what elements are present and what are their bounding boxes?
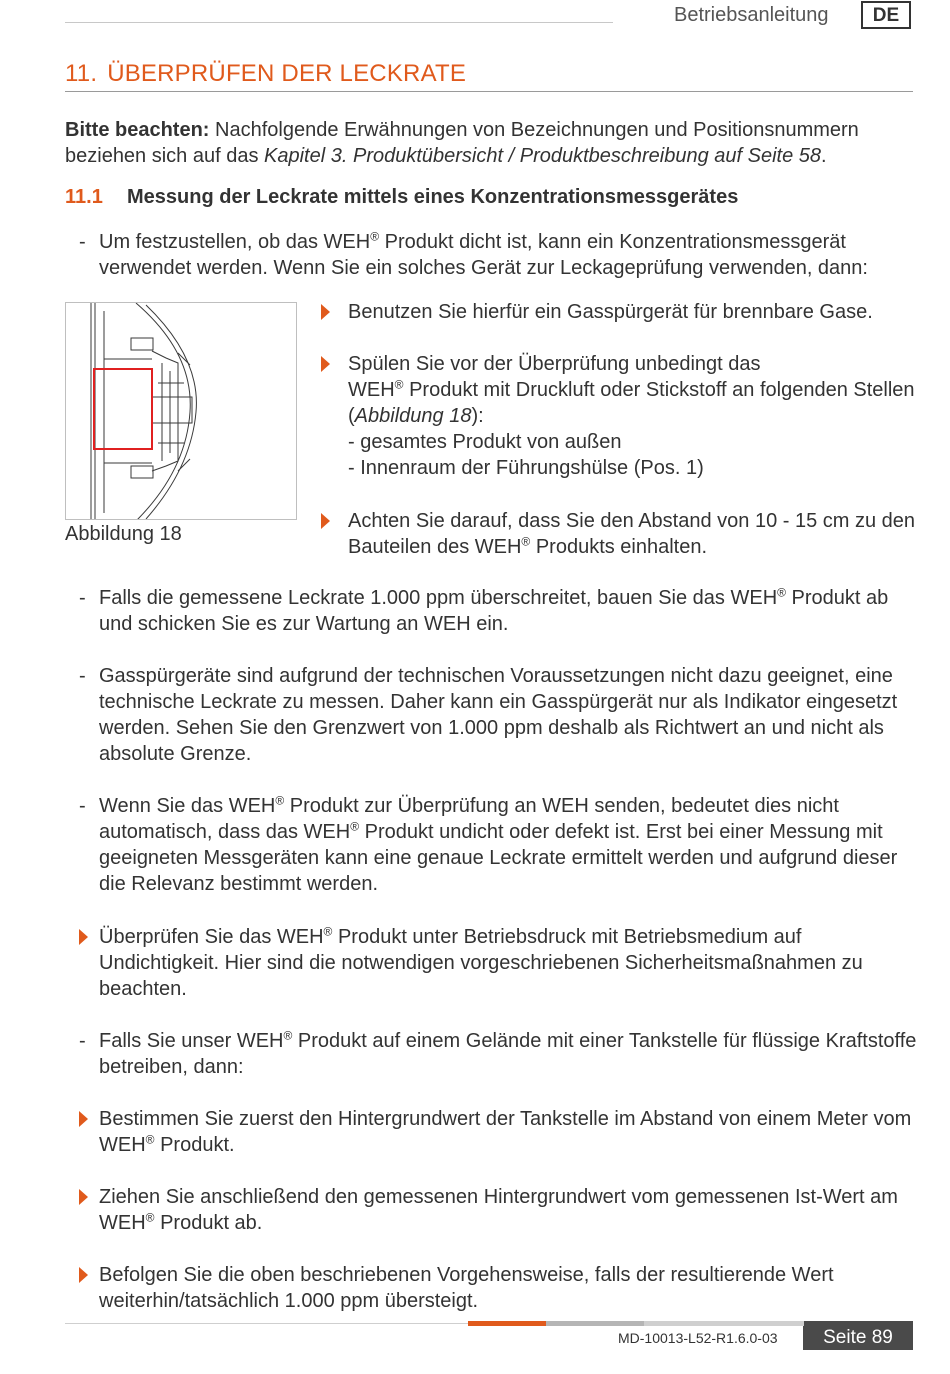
list-item <box>79 585 919 637</box>
figure-18-image <box>65 302 297 520</box>
note-end: . <box>821 145 827 167</box>
language-badge: DE <box>861 1 911 29</box>
intro-item <box>79 229 919 281</box>
highlight-area <box>94 369 152 449</box>
step-text: ): <box>471 405 484 427</box>
note-text: Nachfolgende Erwähnungen von Bezeichnungen und Positionsnummern beziehen sich auf das <box>65 119 859 167</box>
list-text: Produkt undicht oder defekt ist. Erst bei einer Messung mit geeigneten Messgeräten kann eine genaue Leckrate ermittelt werden und aufgrund dieser die Relevanz bestimmt werden. <box>99 821 898 895</box>
list-item <box>79 1028 919 1080</box>
step-text: Benutzen Sie hierfür ein Gasspürgerät für brennbare Gase. <box>348 301 873 323</box>
document-number: MD-10013-L52-R1.6.0-03 <box>618 1330 778 1346</box>
list-text: Produkt ab und schicken Sie es zur Wartung an WEH ein. <box>99 587 889 635</box>
section-title <box>65 60 466 88</box>
arrow-bullet-icon <box>321 356 330 372</box>
figure-reference: Abbildung 18 <box>354 405 472 427</box>
step-text: Produkts einhalten. <box>530 536 708 558</box>
list-text: Produkt unter Betriebsdruck mit Betriebsmedium auf Undichtigkeit. Hier sind die notwendigen vorgeschriebenen Sicherheitsmaßnahmen zu beachten. <box>99 926 863 1000</box>
list-text: Falls Sie unser WEH <box>99 1030 284 1052</box>
registered-mark: ® <box>323 924 333 939</box>
note-paragraph <box>65 117 925 169</box>
step-purge <box>348 351 918 481</box>
arrow-bullet-icon <box>321 513 330 529</box>
note-label: Bitte beachten: <box>65 119 210 141</box>
list-text: Produkt. <box>154 1134 235 1156</box>
intro-text-b: Produkt dicht ist, kann ein Konzentrationsmessgerät verwendet werden. Wenn Sie ein solches Gerät zur Leckageprüfung verwenden, dann: <box>99 231 868 279</box>
step-sublist-item: - Innenraum der Führungshülse (Pos. 1) <box>348 457 704 479</box>
step-sublist-item: - gesamtes Produkt von außen <box>348 431 622 453</box>
footer-accent-bar <box>468 1321 546 1326</box>
registered-mark: ® <box>521 534 531 549</box>
registered-mark: ® <box>370 229 380 244</box>
section-number: 11. <box>65 60 98 87</box>
registered-mark: ® <box>275 793 285 808</box>
header-document-type: Betriebsanleitung <box>674 4 829 26</box>
step-text: WEH <box>348 379 395 401</box>
note-reference: Kapitel 3. Produktübersicht / Produktbeschreibung auf Seite 58 <box>264 145 822 167</box>
list-item <box>99 1106 919 1158</box>
subsection-title <box>65 186 738 209</box>
list-text: Wenn Sie das WEH <box>99 795 276 817</box>
subsection-title-text: Messung der Leckrate mittels eines Konzentrationsmessgerätes <box>127 186 739 208</box>
arrow-bullet-icon <box>321 304 330 320</box>
list-item <box>99 924 919 1002</box>
header-rule <box>65 22 613 23</box>
dash-marker: - <box>79 795 86 817</box>
arrow-bullet-icon <box>79 1189 88 1205</box>
figure-drawing <box>66 303 297 520</box>
dash-marker: - <box>79 1030 86 1052</box>
footer-light-bar <box>644 1321 804 1326</box>
registered-mark: ® <box>283 1028 293 1043</box>
list-text: Ziehen Sie anschließend den gemessenen Hintergrundwert vom gemessenen Ist-Wert am WEH <box>99 1186 898 1234</box>
registered-mark: ® <box>394 377 404 392</box>
page-number-badge: Seite 89 <box>803 1326 913 1350</box>
list-text: Bestimmen Sie zuerst den Hintergrundwert der Tankstelle im Abstand von einem Meter vom WEH <box>99 1108 912 1156</box>
figure-caption: Abbildung 18 <box>65 523 182 545</box>
registered-mark: ® <box>350 819 360 834</box>
arrow-bullet-icon <box>79 929 88 945</box>
list-text: Produkt zur Überprüfung an WEH senden, bedeutet dies nicht automatisch, dass das WEH <box>99 795 839 843</box>
arrow-bullet-icon <box>79 1267 88 1283</box>
registered-mark: ® <box>777 585 786 600</box>
section-rule <box>65 91 913 92</box>
step-text: Spülen Sie vor der Überprüfung unbedingt das <box>348 353 761 375</box>
list-item <box>79 793 919 897</box>
list-text: Gasspürgeräte sind aufgrund der technischen Voraussetzungen nicht dazu geeignet, eine technische Leckrate zu messen. Daher kann ein Gasspürgerät nur als Indikator eingesetzt werden. Sehen Sie den Grenzwert von 1.000 ppm deshalb als Richtwert an und nicht als absolute Grenze. <box>99 665 898 765</box>
list-text: Befolgen Sie die oben beschriebenen Vorgehensweise, falls der resultierende Wert weiterhin/tatsächlich 1.000 ppm übersteigt. <box>99 1264 834 1312</box>
list-text: Überprüfen Sie das WEH <box>99 926 324 948</box>
registered-mark: ® <box>145 1132 155 1147</box>
section-title-text: ÜBERPRÜFEN DER LECKRATE <box>107 60 467 87</box>
list-item <box>99 1262 919 1314</box>
dash-marker: - <box>79 665 86 687</box>
step-distance <box>348 508 918 560</box>
arrow-bullet-icon <box>79 1111 88 1127</box>
list-item <box>99 1184 919 1236</box>
list-text: Produkt auf einem Gelände mit einer Tankstelle für flüssige Kraftstoffe betreiben, dann: <box>99 1030 917 1078</box>
list-text: Produkt ab. <box>154 1212 263 1234</box>
step-gas-detector <box>348 299 918 325</box>
dash-marker: - <box>79 231 86 253</box>
list-item <box>79 663 919 767</box>
step-text: Achten Sie darauf, dass Sie den Abstand von 10 - 15 cm zu den Bauteilen des WEH <box>348 510 916 558</box>
list-text: Falls die gemessene Leckrate 1.000 ppm überschreitet, bauen Sie das WEH <box>99 587 778 609</box>
footer-grey-bar <box>546 1321 644 1326</box>
registered-mark: ® <box>145 1210 155 1225</box>
intro-text-a: Um festzustellen, ob das WEH <box>99 231 371 253</box>
subsection-number: 11.1 <box>65 186 103 208</box>
dash-marker: - <box>79 587 86 609</box>
step-text: Produkt mit Druckluft oder Stickstoff an folgenden Stellen ( <box>348 379 915 427</box>
